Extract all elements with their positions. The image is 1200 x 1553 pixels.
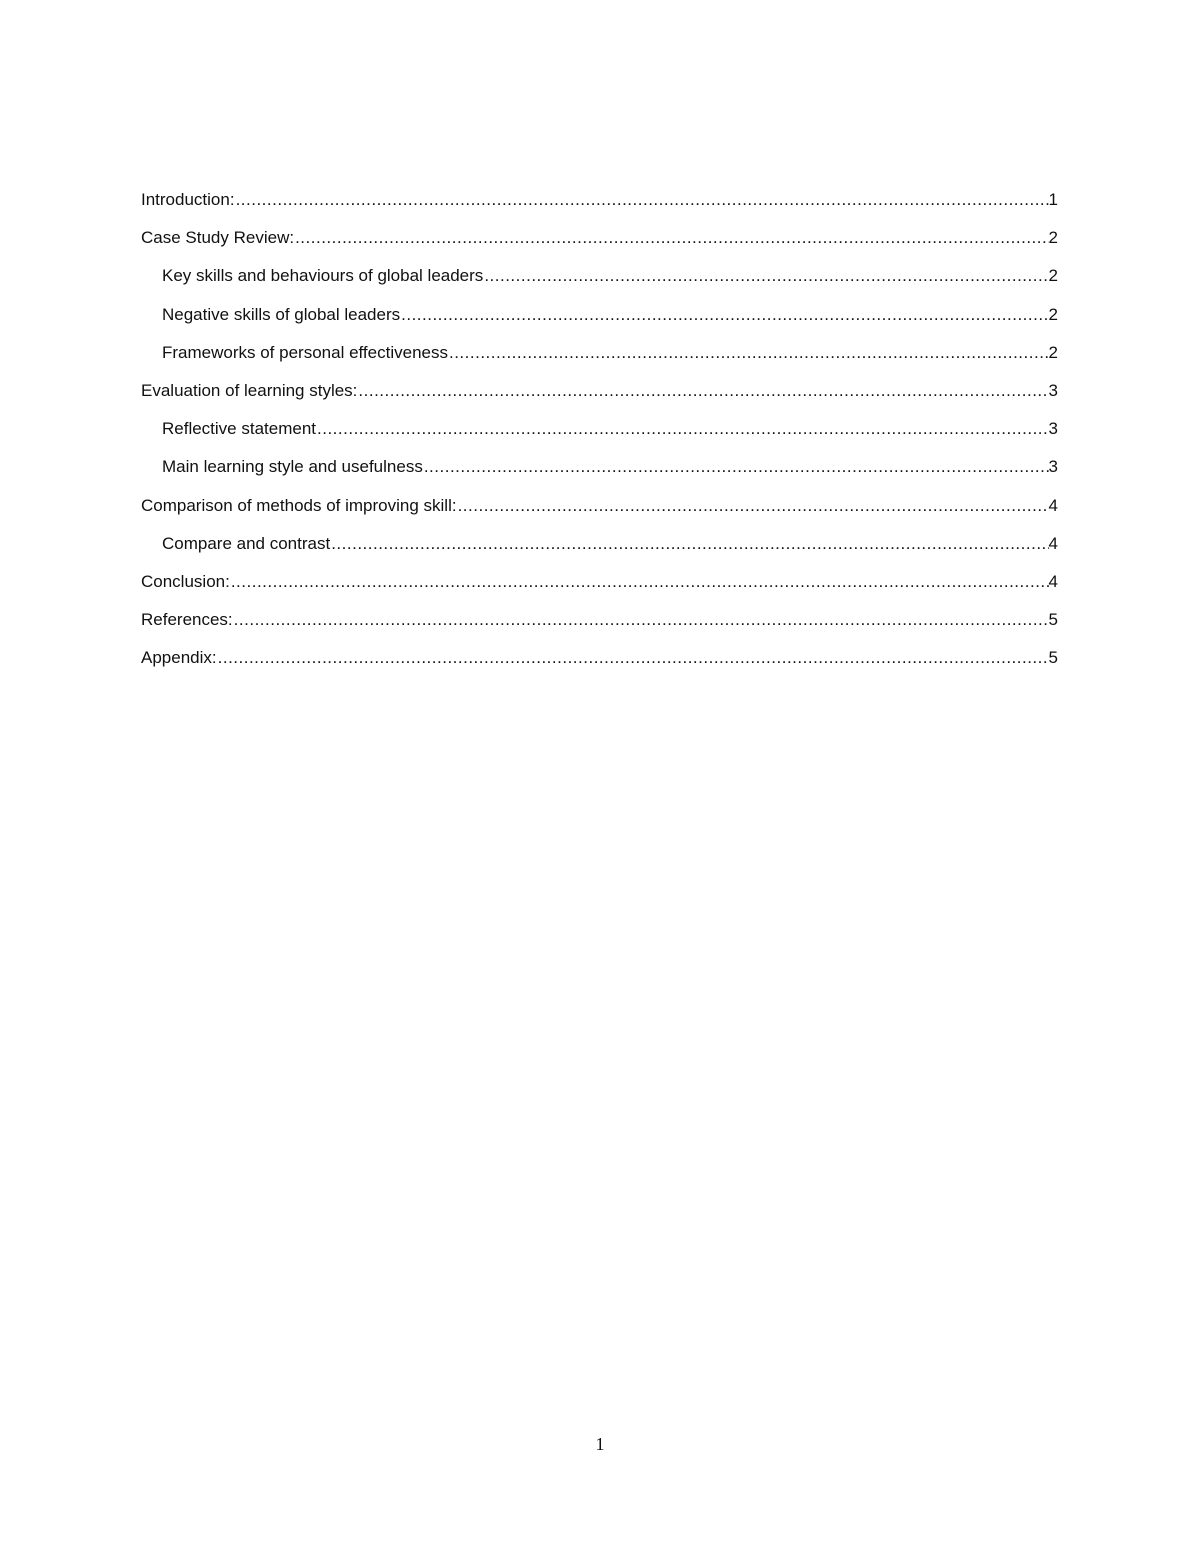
toc-entry-page: 2: [1048, 304, 1058, 324]
toc-entry-main-learning-style[interactable]: [141, 453, 1058, 491]
toc-entry-page: 5: [1048, 610, 1058, 630]
toc-dot-leader: [235, 186, 1049, 214]
toc-entry-label: Frameworks of personal effectiveness: [162, 342, 448, 362]
toc-entry-page: 2: [1048, 266, 1058, 286]
toc-dot-leader: [230, 568, 1049, 596]
toc-entry-page: 3: [1048, 419, 1058, 439]
toc-dot-leader: [357, 377, 1048, 405]
toc-entry-label: Negative skills of global leaders: [162, 304, 401, 324]
toc-entry-label: Case Study Review:: [141, 228, 295, 248]
toc-entry-page: 4: [1048, 533, 1058, 553]
toc-entry-page: 2: [1048, 342, 1058, 362]
toc-entry-page: 1: [1048, 190, 1058, 209]
toc-entry-label: Reflective statement: [162, 419, 317, 439]
toc-dot-leader: [217, 644, 1049, 672]
toc-dot-leader: [457, 492, 1049, 520]
toc-entry-frameworks[interactable]: [141, 339, 1058, 377]
toc-dot-leader: [400, 301, 1048, 329]
toc-entry-label: Introduction:: [141, 190, 235, 209]
toc-entry-key-skills[interactable]: [141, 262, 1058, 300]
toc-dot-leader: [294, 224, 1048, 252]
toc-entry-label: Main learning style and usefulness: [162, 457, 423, 477]
toc-entry-evaluation-learning-styles[interactable]: [141, 377, 1058, 415]
toc-entry-reflective-statement[interactable]: [141, 415, 1058, 453]
table-of-contents: [141, 186, 1058, 682]
toc-entry-introduction[interactable]: [141, 186, 1058, 224]
toc-entry-conclusion[interactable]: [141, 568, 1058, 606]
toc-entry-page: 4: [1048, 571, 1058, 591]
toc-entry-page: 3: [1048, 457, 1058, 477]
toc-entry-label: Appendix:: [141, 648, 217, 668]
toc-dot-leader: [423, 453, 1049, 481]
toc-entry-label: Conclusion:: [141, 571, 230, 591]
toc-entry-compare-contrast[interactable]: [141, 530, 1058, 568]
toc-dot-leader: [233, 606, 1049, 634]
page-number: 1: [595, 1434, 605, 1454]
toc-entry-references[interactable]: [141, 606, 1058, 644]
toc-entry-label: Key skills and behaviours of global leaders: [162, 266, 484, 286]
toc-entry-case-study-review[interactable]: [141, 224, 1058, 262]
toc-entry-negative-skills[interactable]: [141, 301, 1058, 339]
toc-entry-label: Comparison of methods of improving skill:: [141, 495, 457, 515]
toc-entry-page: 3: [1048, 380, 1058, 400]
toc-entry-appendix[interactable]: [141, 644, 1058, 682]
toc-entry-label: References:: [141, 610, 233, 630]
toc-entry-label: Evaluation of learning styles:: [141, 380, 358, 400]
toc-dot-leader: [448, 339, 1049, 367]
toc-entry-label: Compare and contrast: [162, 533, 331, 553]
toc-entry-page: 4: [1048, 495, 1058, 515]
toc-dot-leader: [330, 530, 1048, 558]
toc-entry-comparison-methods[interactable]: [141, 492, 1058, 530]
toc-dot-leader: [316, 415, 1049, 443]
toc-dot-leader: [483, 262, 1048, 290]
toc-entry-page: 5: [1048, 648, 1058, 668]
toc-entry-page: 2: [1048, 228, 1058, 248]
